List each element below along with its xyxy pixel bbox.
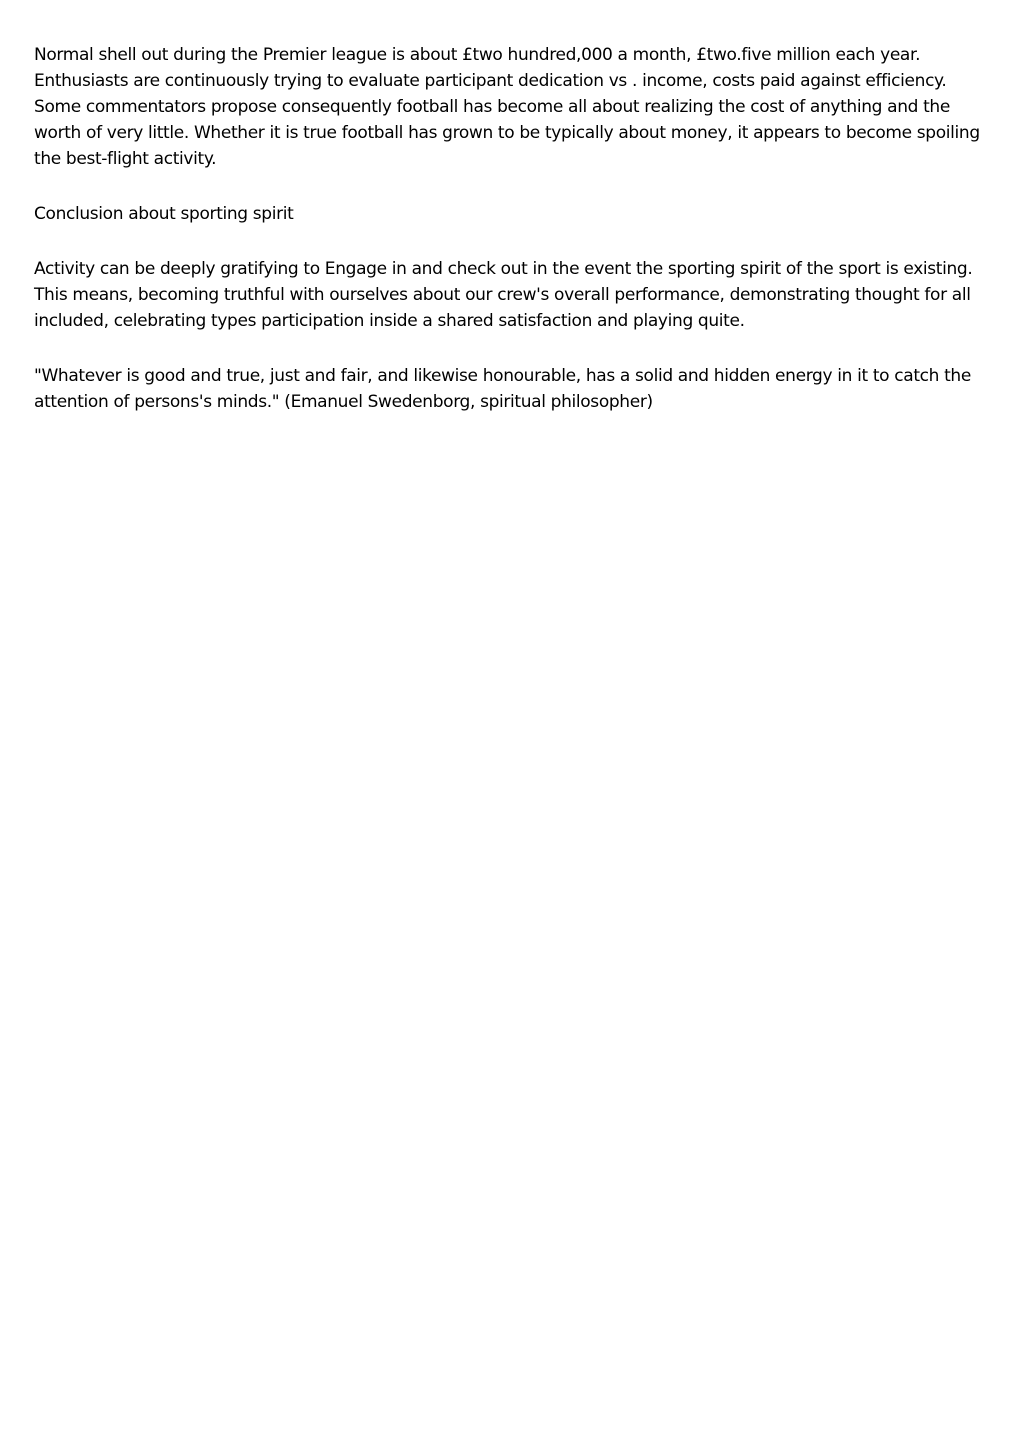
- paragraph-sporting-spirit: Activity can be deeply gratifying to Engage in and check out in the event the sporting spirit of the sport is existing. This means, becoming truthful with ourselves about our crew's overall performance, demonstrating thought for all included, celebrating types participation inside a shared satisfaction and playing quite.: [34, 259, 973, 331]
- quote-paragraph: "Whatever is good and true, just and fair, and likewise honourable, has a solid and hidden energy in it to catch the attention of persons's minds." (Emanuel Swedenborg, spiritual philosopher): [34, 366, 971, 412]
- paragraph-premier-league-spend: Normal shell out during the Premier league is about £two hundred,000 a month, £two.five million each year. Enthusiasts are continuously trying to evaluate participant dedication vs . income, costs paid against efficiency. Some commentators propose consequently football has become all about realizing the cost of anything and the worth of very little. Whether it is true football has grown to be typically about money, it appears to become spoiling the best-flight activity.: [34, 45, 980, 169]
- section-heading: Conclusion about sporting spirit: [34, 204, 294, 224]
- document-body: [34, 42, 994, 444]
